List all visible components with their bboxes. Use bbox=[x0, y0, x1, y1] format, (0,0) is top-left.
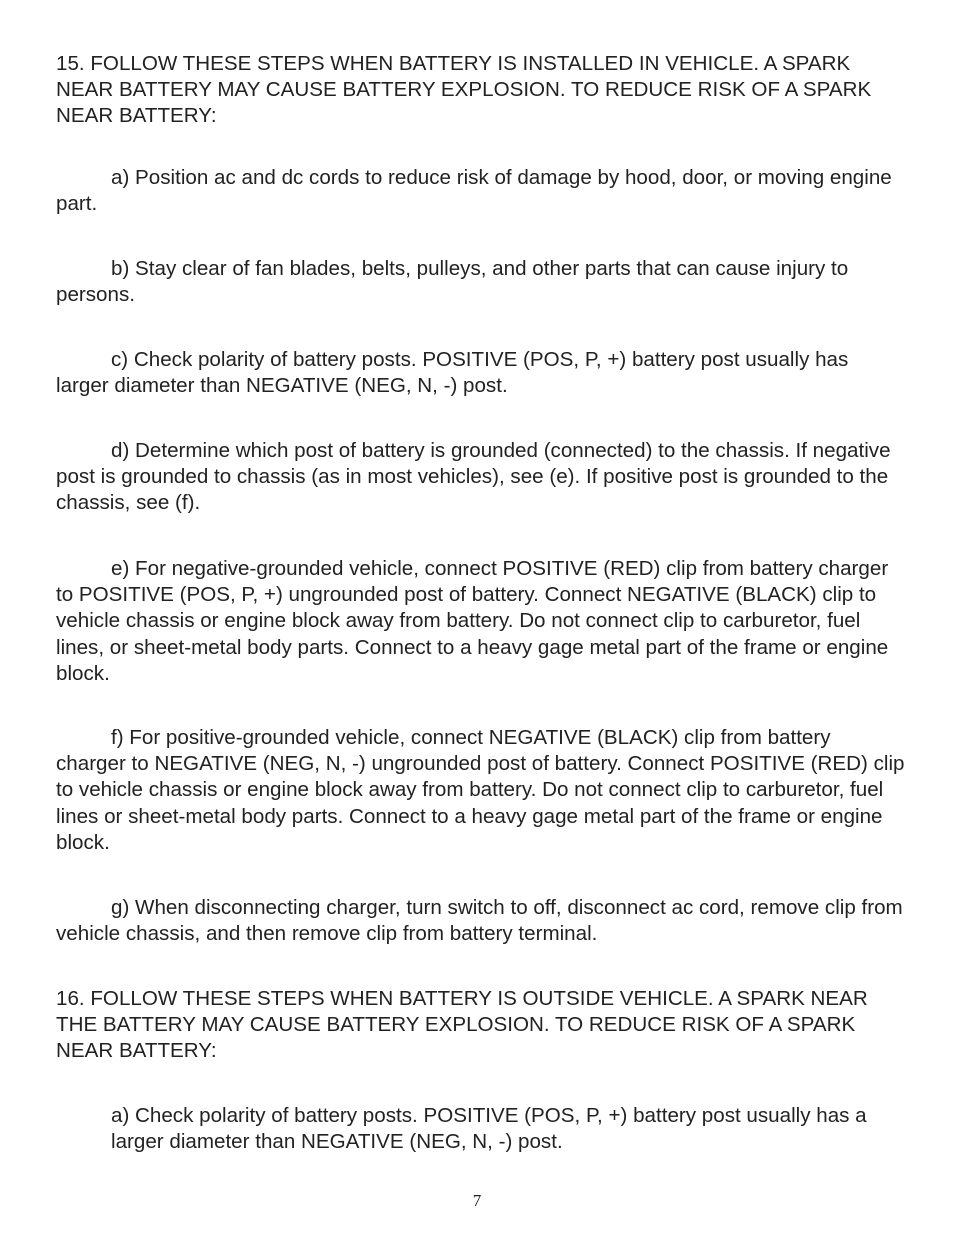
section-16-heading: 16. FOLLOW THESE STEPS WHEN BATTERY IS OUTSIDE VEHICLE. A SPARK NEAR THE BATTERY MAY CAUSE BATTERY EXPLOSION. TO REDUCE RISK OF A SPARK NEAR BATTERY: bbox=[56, 987, 868, 1063]
section-15-item-g: g) When disconnecting charger, turn switch to off, disconnect ac cord, remove clip from vehicle chassis, and then remove clip from battery terminal. bbox=[56, 896, 903, 946]
section-15-item-a: a) Position ac and dc cords to reduce risk of damage by hood, door, or moving engine part. bbox=[56, 166, 892, 216]
section-15-item-f: f) For positive-grounded vehicle, connect NEGATIVE (BLACK) clip from battery charger to NEGATIVE (NEG, N, -) ungrounded post of battery. Connect POSITIVE (RED) clip to vehicle chassis or engine block away from battery. Do not connect clip to carburetor, fuel lines or sheet-metal body parts. Connect to a heavy gage metal part of the frame or engine block. bbox=[56, 726, 905, 854]
section-15-item-e: e) For negative-grounded vehicle, connect POSITIVE (RED) clip from battery charger to POSITIVE (POS, P, +) ungrounded post of battery. Connect NEGATIVE (BLACK) clip to vehicle chassis or engine block away from battery. Do not connect clip to carburetor, fuel lines, or sheet-metal body parts. Connect to a heavy gage metal part of the frame or engine block. bbox=[56, 557, 889, 685]
section-15-item-b: b) Stay clear of fan blades, belts, pulleys, and other parts that can cause injury to persons. bbox=[56, 257, 849, 307]
section-15-item-d: d) Determine which post of battery is grounded (connected) to the chassis. If negative post is grounded to chassis (as in most vehicles), see (e). If positive post is grounded to the chassis, see (f). bbox=[56, 439, 891, 515]
section-16-item-a: a) Check polarity of battery posts. POSITIVE (POS, P, +) battery post usually has a larger diameter than NEGATIVE (NEG, N, -) post. bbox=[111, 1104, 867, 1154]
section-15-heading: 15. FOLLOW THESE STEPS WHEN BATTERY IS INSTALLED IN VEHICLE. A SPARK NEAR BATTERY MAY CAUSE BATTERY EXPLOSION. TO REDUCE RISK OF A SPARK NEAR BATTERY: bbox=[56, 52, 872, 128]
page-number: 7 bbox=[472, 1191, 482, 1210]
section-15-item-c: c) Check polarity of battery posts. POSITIVE (POS, P, +) battery post usually has larger diameter than NEGATIVE (NEG, N, -) post. bbox=[56, 348, 849, 398]
